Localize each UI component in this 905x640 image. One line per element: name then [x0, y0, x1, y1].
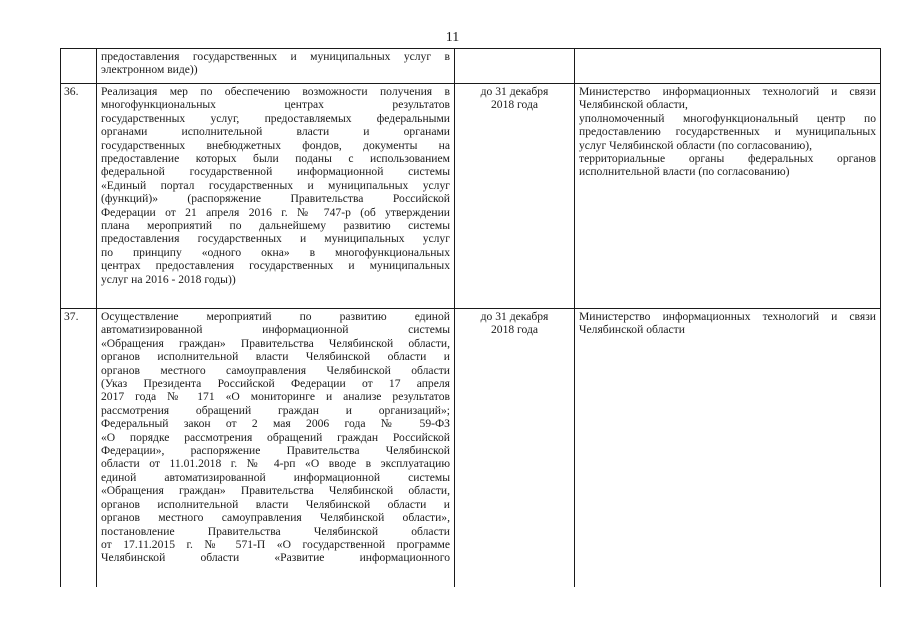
deadline-line: 2018 года	[490, 98, 539, 112]
text-line: центрах предоставления государственных и муниципальных	[101, 259, 450, 273]
text-line: 2017 года № 171 «О мониторинге и анализе результатов	[101, 390, 450, 404]
text-line: «Обращения граждан» Правительства Челябинской области,	[101, 336, 450, 350]
deadline-cell	[455, 49, 575, 84]
executor-cell	[575, 84, 881, 309]
text-line: государственных внебюджетных фондов, документы на	[101, 138, 450, 152]
deadline-cell	[455, 309, 575, 588]
executor-line: Челябинской области,	[579, 98, 688, 112]
number-cell: 36.	[61, 84, 97, 309]
text-line: услуг на 2016 - 2018 годы))	[101, 272, 236, 286]
text-line: электронном виде))	[101, 63, 198, 77]
text-line: органов исполнительной власти Челябинской области и	[101, 497, 450, 511]
executor-line: исполнительной власти (по согласованию)	[579, 165, 790, 179]
text-line: федеральной государственной информационной системы	[101, 165, 450, 179]
executor-line: предоставлению государственных и муниципальных	[579, 125, 876, 139]
table-row	[61, 84, 881, 309]
text-line: Осуществление мероприятий по развитию единой	[101, 310, 450, 323]
text-line: органов местного самоуправления Челябинской области	[101, 363, 450, 377]
table-row	[61, 309, 881, 588]
text-line: предоставление которых были поданы с использованием	[101, 152, 450, 166]
text-line: Федерации от 21 апреля 2016 г. № 747-р (об утверждении	[101, 205, 450, 219]
measure-text-cell	[97, 84, 455, 309]
text-line: государственных услуг, предоставляемых федеральными	[101, 111, 450, 125]
table-row-continued	[61, 49, 881, 84]
text-line: от 17.11.2015 г. № 571-П «О государственной программе	[101, 537, 450, 551]
executor-line: Челябинской области	[579, 323, 685, 337]
text-line: предоставления государственных и муниципальных услуг в	[101, 50, 450, 63]
text-line: Федерации», распоряжение Правительства Челябинской	[101, 444, 450, 458]
text-line: постановление Правительства Челябинской области	[101, 524, 450, 538]
measures-table	[60, 48, 881, 587]
text-line: Федеральный закон от 2 мая 2006 года № 59-ФЗ	[101, 417, 450, 431]
measure-text-cell	[97, 49, 455, 84]
number-cell: 37.	[61, 309, 97, 588]
text-line: (Указ Президента Российской Федерации от 17 апреля	[101, 377, 450, 391]
deadline-line: 2018 года	[490, 323, 539, 337]
measure-text-cell	[97, 309, 455, 588]
text-line: области от 11.01.2018 г. № 4-рп «О вводе в эксплуатацию	[101, 457, 450, 471]
deadline-line: до 31 декабря	[480, 310, 549, 323]
text-line: единой автоматизированной информационной системы	[101, 470, 450, 484]
executor-line: уполномоченный многофункциональный центр по	[579, 111, 876, 125]
executor-cell	[575, 49, 881, 84]
text-line: предоставления государственных и муниципальных услуг	[101, 232, 450, 246]
page-number: 11	[445, 30, 460, 45]
text-line: «О порядке рассмотрения обращений граждан Российской	[101, 430, 450, 444]
deadline-cell	[455, 84, 575, 309]
text-line: органами исполнительной власти и органами	[101, 125, 450, 139]
executor-line: Министерство информационных технологий и связи	[579, 310, 876, 323]
text-line: автоматизированной информационной системы	[101, 323, 450, 337]
text-line: (функций)» (распоряжение Правительства Российской	[101, 192, 450, 206]
text-line: плана мероприятий по дальнейшему развитию системы	[101, 219, 450, 233]
executor-line: территориальные органы федеральных органов	[579, 152, 876, 166]
executor-cell	[575, 309, 881, 588]
executor-line: услуг Челябинской области (по согласованию),	[579, 138, 813, 152]
text-line: многофункциональных центрах результатов	[101, 98, 450, 112]
text-line: Челябинской области «Развитие информационного	[101, 551, 450, 565]
executor-line: Министерство информационных технологий и связи	[579, 85, 876, 98]
text-line: органов местного самоуправления Челябинской области»,	[101, 511, 450, 525]
text-line: «Обращения граждан» Правительства Челябинской области,	[101, 484, 450, 498]
text-line: «Единый портал государственных и муниципальных услуг	[101, 178, 450, 192]
text-line: органов исполнительной власти Челябинской области и	[101, 350, 450, 364]
number-cell	[61, 49, 97, 84]
text-line: по принципу «одного окна» в многофункциональных	[101, 245, 450, 259]
deadline-line: до 31 декабря	[480, 85, 549, 98]
text-line: Реализация мер по обеспечению возможности получения в	[101, 85, 450, 98]
text-line: рассмотрения обращений граждан и организаций»;	[101, 403, 450, 417]
